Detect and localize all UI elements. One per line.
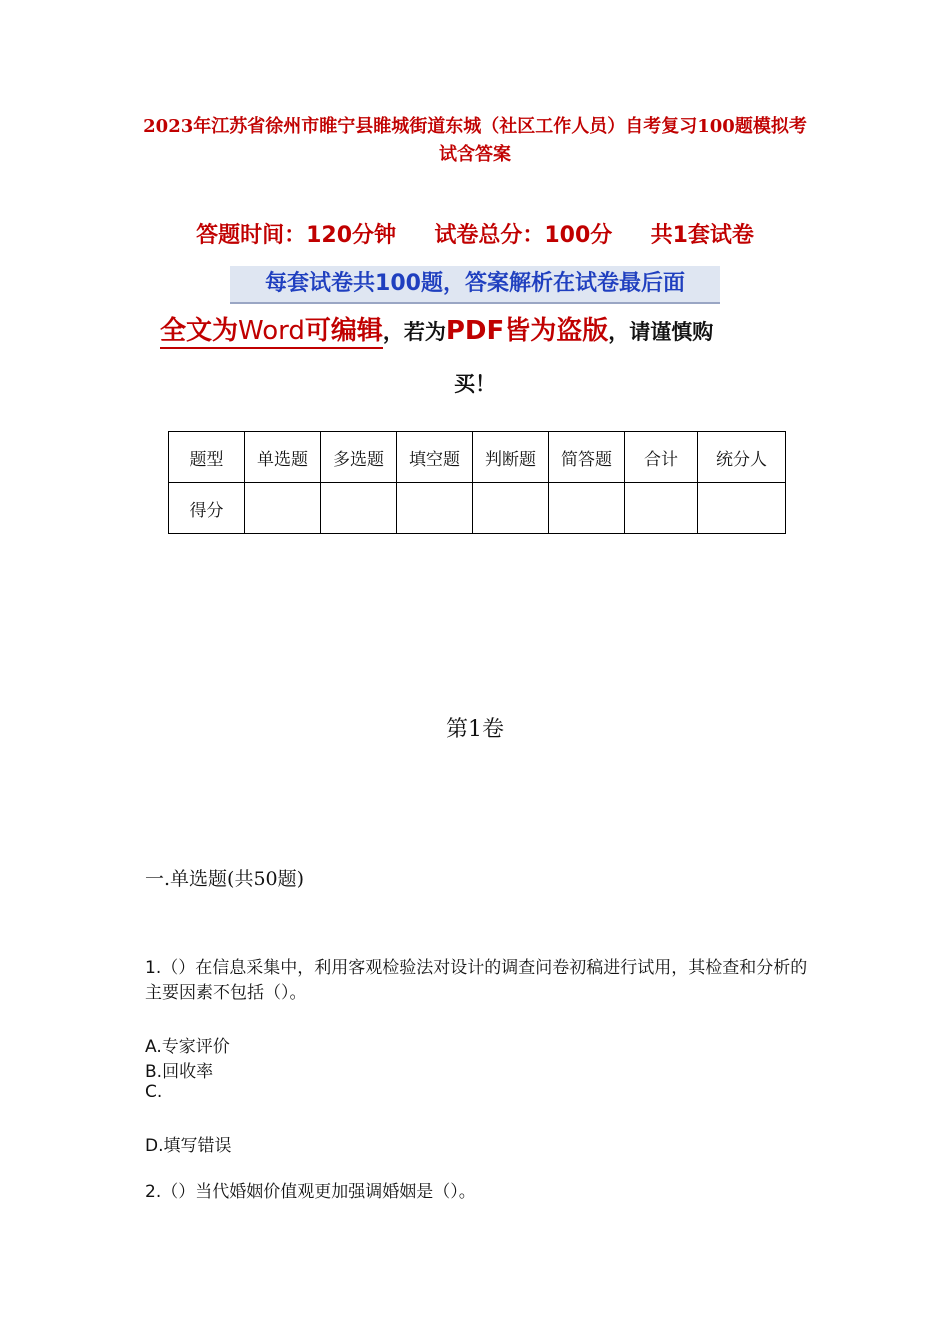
question-1-option-a: A.专家评价 <box>145 1037 230 1057</box>
section-heading: 一.单选题(共50题) <box>145 868 305 890</box>
header-cell: 填空题 <box>397 432 473 483</box>
score-table-score-row <box>169 483 786 534</box>
score-cell[interactable] <box>698 483 786 534</box>
warning-sep2: ，请谨慎购 <box>608 320 714 344</box>
volume-heading: 第1卷 <box>446 717 504 742</box>
score-cell[interactable] <box>245 483 321 534</box>
warning-line2: 买！ <box>454 372 496 396</box>
score-cell[interactable] <box>549 483 625 534</box>
warning-part1: 全文为 <box>160 316 239 346</box>
row-label-cell: 得分 <box>169 483 245 534</box>
copyright-warning <box>160 310 800 347</box>
warning-pdf: PDF皆为盗版 <box>445 316 609 346</box>
header-cell: 合计 <box>625 432 698 483</box>
question-1-option-c: C. <box>145 1082 163 1102</box>
exam-info: 答题时间：120分钟 试卷总分：100分 共1套试卷 <box>196 223 754 248</box>
warning-word: Word <box>238 316 305 346</box>
question-1-option-b: B.回收率 <box>145 1062 214 1082</box>
header-cell: 题型 <box>169 432 245 483</box>
question-1: 1.（）在信息采集中，利用客观检验法对设计的调查问卷初稿进行试用，其检查和分析的主要因素不包括（）。 <box>145 958 808 1003</box>
score-cell[interactable] <box>397 483 473 534</box>
question-1-option-d: D.填写错误 <box>145 1136 232 1156</box>
header-cell: 多选题 <box>321 432 397 483</box>
question-2: 2.（）当代婚姻价值观更加强调婚姻是（）。 <box>145 1182 476 1202</box>
document-title: 2023年江苏省徐州市睢宁县睢城街道东城（社区工作人员）自考复习100题模拟考试含答案 <box>143 116 807 165</box>
score-cell[interactable] <box>473 483 549 534</box>
score-table-header-row <box>169 432 786 483</box>
score-table <box>168 431 786 534</box>
score-cell[interactable] <box>321 483 397 534</box>
warning-editable: 可编辑 <box>304 316 383 346</box>
warning-sep1: ，若为 <box>382 320 446 344</box>
header-cell: 统分人 <box>698 432 786 483</box>
header-cell: 判断题 <box>473 432 549 483</box>
header-cell: 简答题 <box>549 432 625 483</box>
header-cell: 单选题 <box>245 432 321 483</box>
score-cell[interactable] <box>625 483 698 534</box>
answer-notice: 每套试卷共100题，答案解析在试卷最后面 <box>230 266 720 304</box>
